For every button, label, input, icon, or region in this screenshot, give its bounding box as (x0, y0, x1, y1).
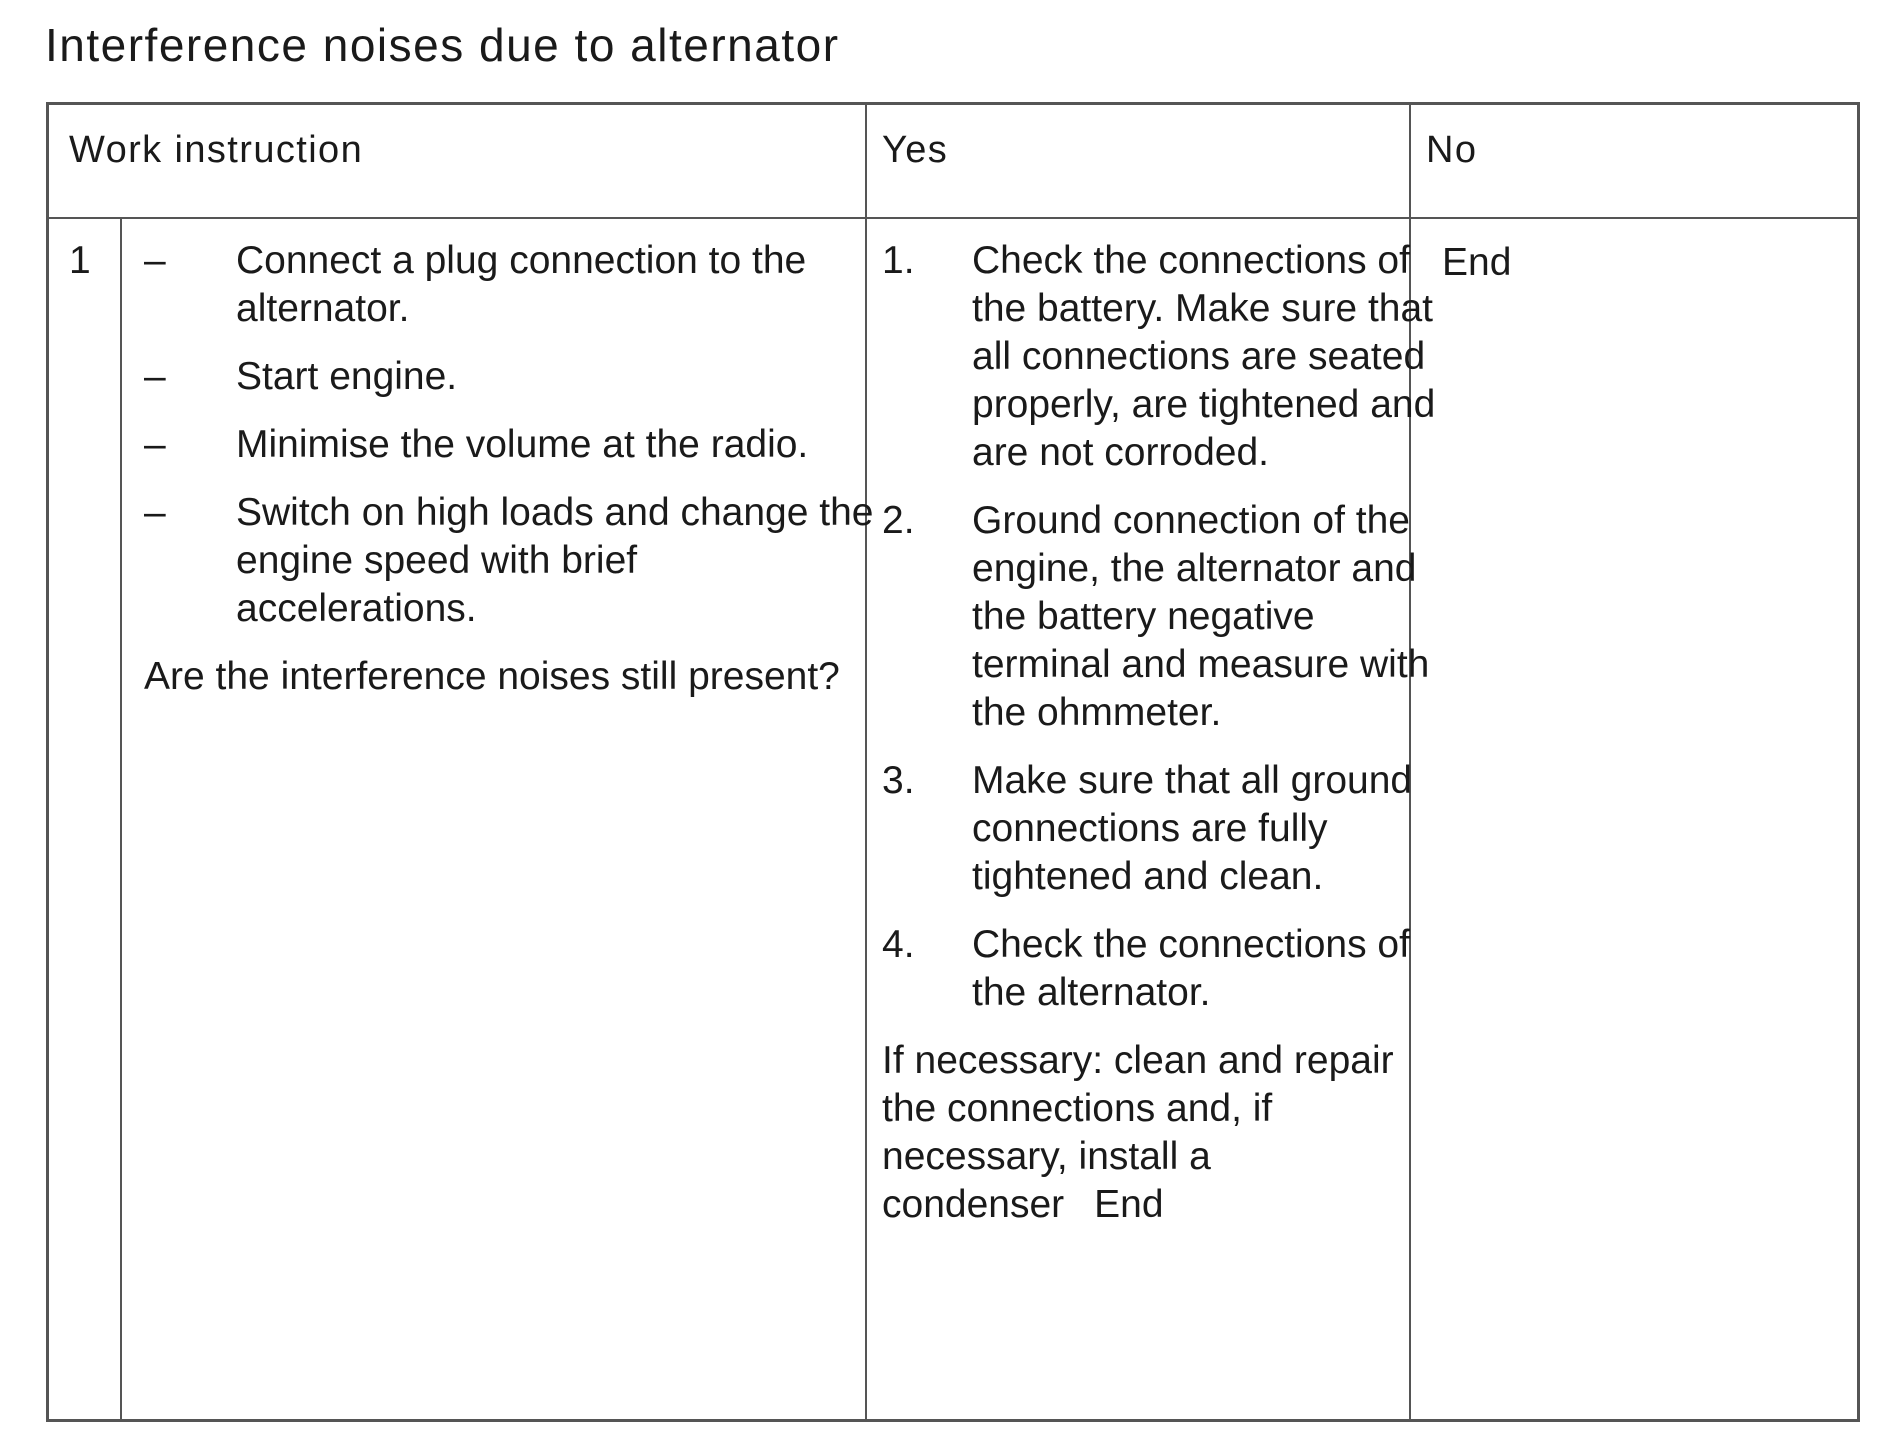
item-text: Check the connections of the battery. Make sure that all connections are seated properly, are tightened and are not corroded. (972, 239, 1436, 474)
header-work-instruction: Work instruction (69, 129, 364, 171)
yes-column (882, 237, 1442, 1229)
yes-footer (882, 1037, 1442, 1229)
item-number: 2. (882, 499, 915, 542)
bullet-dash: – (144, 355, 166, 398)
bullet-text: Connect a plug connection to the alternator. (236, 239, 807, 330)
no-end-label: End (1442, 241, 1512, 284)
item-text: Check the connections of the alternator. (972, 923, 1410, 1014)
instruction-table (46, 102, 1860, 1422)
page-title: Interference noises due to alternator (45, 19, 840, 71)
list-item (882, 921, 1442, 1017)
bullet-dash: – (144, 423, 166, 466)
bullet-text: Switch on high loads and change the engine speed with brief accelerations. (236, 491, 874, 630)
list-item (882, 237, 1442, 477)
list-item (144, 421, 884, 469)
bullet-text: Start engine. (236, 355, 458, 398)
step-number: 1 (69, 239, 91, 282)
list-item (882, 757, 1442, 901)
list-item (144, 353, 884, 401)
list-item (882, 497, 1442, 737)
header-divider (49, 217, 1857, 219)
bullet-text: Minimise the volume at the radio. (236, 423, 809, 466)
list-item (144, 489, 884, 633)
header-no: No (1426, 129, 1478, 171)
yes-end-label: End (1094, 1183, 1164, 1226)
bullet-dash: – (144, 239, 166, 282)
item-text: Make sure that all ground connections are fully tightened and clean. (972, 759, 1413, 898)
list-item (144, 237, 884, 333)
question-text: Are the interference noises still present? (144, 655, 840, 698)
header-yes: Yes (882, 129, 949, 171)
item-number: 4. (882, 923, 915, 966)
step-divider (120, 217, 122, 1419)
item-number: 3. (882, 759, 915, 802)
bullet-dash: – (144, 491, 166, 534)
work-instruction-list (144, 237, 884, 701)
item-text: Ground connection of the engine, the alternator and the battery negative terminal and measure with the ohmmeter. (972, 499, 1430, 734)
yes-footer-text: If necessary: clean and repair the connections and, if necessary, install a condenser (882, 1039, 1394, 1226)
item-number: 1. (882, 239, 915, 282)
